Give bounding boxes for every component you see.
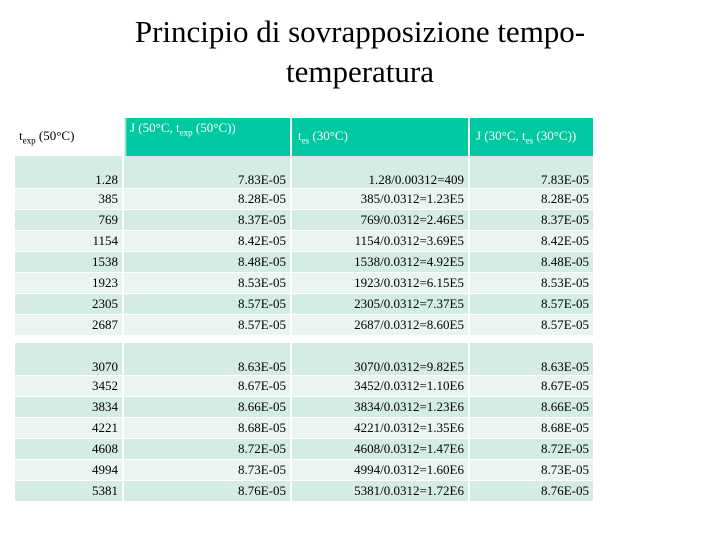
- cell-tes-30: 5381/0.0312=1.72E6: [291, 481, 469, 502]
- cell-j-30: 8.42E-05: [469, 231, 593, 252]
- cell-texp-50: 2687: [15, 315, 123, 336]
- cell-texp-50: 4994: [15, 460, 123, 481]
- cell-j-50: 8.42E-05: [123, 231, 291, 252]
- cell-j-50: 8.48E-05: [123, 252, 291, 273]
- table-row: [15, 273, 593, 294]
- table-body: [15, 156, 593, 502]
- cell-texp-50: 1538: [15, 252, 123, 273]
- cell-tes-30: 385/0.0312=1.23E5: [291, 189, 469, 210]
- cell-texp-50: 4608: [15, 439, 123, 460]
- cell-tes-30: 3070/0.0312=9.82E5: [291, 343, 469, 376]
- header-texp-50: $t_{exp}$ (50°C): [15, 118, 123, 156]
- table-row: [15, 231, 593, 252]
- gap-cell: [123, 336, 291, 343]
- cell-tes-30: 2305/0.0312=7.37E5: [291, 294, 469, 315]
- cell-j-50: 8.53E-05: [123, 273, 291, 294]
- table-row: [15, 210, 593, 231]
- cell-texp-50: 4221: [15, 418, 123, 439]
- cell-j-30: 8.53E-05: [469, 273, 593, 294]
- table-row: [15, 439, 593, 460]
- header-j-30: J (30°C, $t_{es}$ (30°C)): [469, 118, 593, 156]
- cell-texp-50: 769: [15, 210, 123, 231]
- cell-j-50: 8.57E-05: [123, 294, 291, 315]
- cell-j-50: 8.68E-05: [123, 418, 291, 439]
- cell-j-50: 8.72E-05: [123, 439, 291, 460]
- cell-j-30: 8.37E-05: [469, 210, 593, 231]
- cell-tes-30: 4608/0.0312=1.47E6: [291, 439, 469, 460]
- table-row: [15, 315, 593, 336]
- cell-j-50: 8.57E-05: [123, 315, 291, 336]
- cell-j-30: 8.73E-05: [469, 460, 593, 481]
- table-row: [15, 481, 593, 502]
- cell-tes-30: 2687/0.0312=8.60E5: [291, 315, 469, 336]
- table-row: [15, 343, 593, 376]
- cell-j-30: 8.67E-05: [469, 376, 593, 397]
- cell-texp-50: 3070: [15, 343, 123, 376]
- gap-cell: [469, 336, 593, 343]
- cell-tes-30: 1923/0.0312=6.15E5: [291, 273, 469, 294]
- cell-texp-50: 1154: [15, 231, 123, 252]
- gap-cell: [15, 336, 123, 343]
- cell-j-50: 8.37E-05: [123, 210, 291, 231]
- header-tes-30: $t_{es}$ (30°C): [291, 118, 469, 156]
- cell-texp-50: 3452: [15, 376, 123, 397]
- table-gap: [15, 336, 593, 343]
- cell-j-50: 8.67E-05: [123, 376, 291, 397]
- gap-cell: [291, 336, 469, 343]
- cell-j-30: 8.63E-05: [469, 343, 593, 376]
- cell-j-30: 8.72E-05: [469, 439, 593, 460]
- table-header-row: [15, 118, 593, 156]
- table-row: [15, 156, 593, 189]
- cell-j-30: 7.83E-05: [469, 156, 593, 189]
- cell-texp-50: 385: [15, 189, 123, 210]
- cell-texp-50: 1.28: [15, 156, 123, 189]
- cell-tes-30: 3452/0.0312=1.10E6: [291, 376, 469, 397]
- table-row: [15, 460, 593, 481]
- cell-j-50: 8.76E-05: [123, 481, 291, 502]
- cell-j-30: 8.28E-05: [469, 189, 593, 210]
- cell-tes-30: 1538/0.0312=4.92E5: [291, 252, 469, 273]
- cell-j-50: 7.83E-05: [123, 156, 291, 189]
- table-row: [15, 376, 593, 397]
- cell-tes-30: 769/0.0312=2.46E5: [291, 210, 469, 231]
- data-table: [15, 118, 593, 502]
- cell-j-30: 8.57E-05: [469, 315, 593, 336]
- cell-j-50: 8.63E-05: [123, 343, 291, 376]
- cell-tes-30: 3834/0.0312=1.23E6: [291, 397, 469, 418]
- cell-texp-50: 2305: [15, 294, 123, 315]
- cell-tes-30: 4221/0.0312=1.35E6: [291, 418, 469, 439]
- table-row: [15, 189, 593, 210]
- cell-j-30: 8.57E-05: [469, 294, 593, 315]
- cell-j-50: 8.28E-05: [123, 189, 291, 210]
- cell-tes-30: 1154/0.0312=3.69E5: [291, 231, 469, 252]
- table-row: [15, 252, 593, 273]
- cell-tes-30: 4994/0.0312=1.60E6: [291, 460, 469, 481]
- slide-title: Principio di sovrapposizione tempo-temperatura: [134, 14, 586, 89]
- table-row: [15, 294, 593, 315]
- header-j-50: J (50°C, $t_{exp}$ (50°C)): [123, 118, 291, 156]
- table-row: [15, 397, 593, 418]
- cell-j-30: 8.68E-05: [469, 418, 593, 439]
- cell-j-30: 8.76E-05: [469, 481, 593, 502]
- cell-j-50: 8.73E-05: [123, 460, 291, 481]
- cell-texp-50: 3834: [15, 397, 123, 418]
- cell-texp-50: 5381: [15, 481, 123, 502]
- cell-texp-50: 1923: [15, 273, 123, 294]
- cell-j-30: 8.66E-05: [469, 397, 593, 418]
- table-row: [15, 418, 593, 439]
- cell-j-30: 8.48E-05: [469, 252, 593, 273]
- cell-tes-30: 1.28/0.00312=409: [291, 156, 469, 189]
- cell-j-50: 8.66E-05: [123, 397, 291, 418]
